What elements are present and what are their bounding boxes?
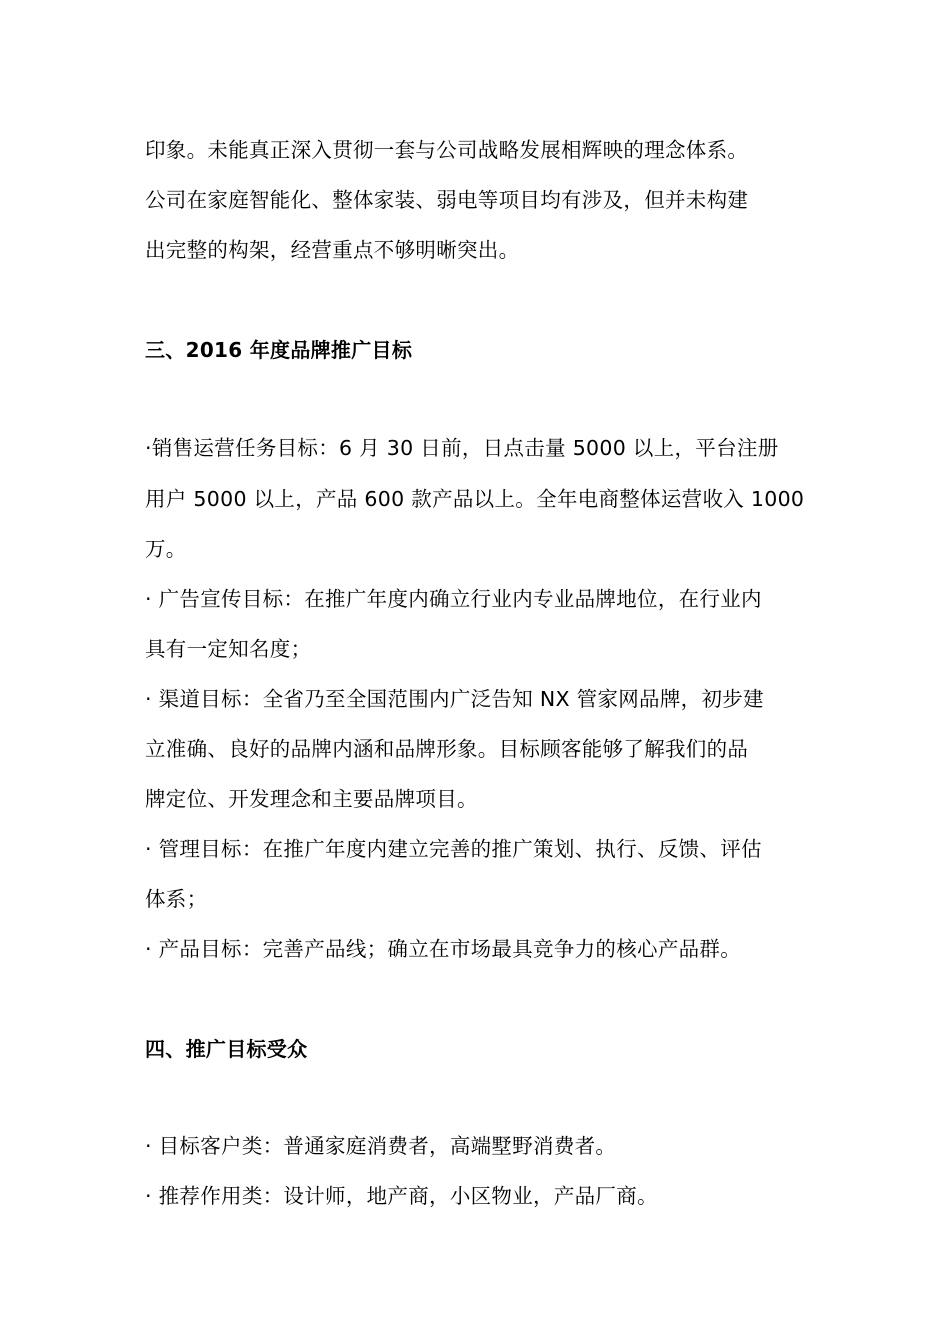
- list-item-line: 体系；: [145, 887, 208, 911]
- paragraph-line: 印象。未能真正深入贯彻一套与公司战略发展相辉映的理念体系。: [145, 138, 749, 162]
- list-item-line: · 广告宣传目标：在推广年度内确立行业内专业品牌地位，在行业内: [145, 587, 762, 611]
- list-item-line: 用户 5000 以上，产品 600 款产品以上。全年电商整体运营收入 1000: [145, 487, 805, 511]
- list-item-line: 具有一定知名度；: [145, 637, 312, 661]
- list-item-line: 牌定位、开发理念和主要品牌项目。: [145, 787, 478, 811]
- list-item-line: · 渠道目标：全省乃至全国范围内广泛告知 NX 管家网品牌，初步建: [145, 687, 764, 711]
- list-item-line: · 推荐作用类：设计师，地产商，小区物业，产品厂商。: [145, 1184, 658, 1208]
- section-heading-3: 三、2016 年度品牌推广目标: [145, 338, 413, 362]
- list-item-line: · 目标客户类：普通家庭消费者，高端墅野消费者。: [145, 1134, 617, 1158]
- list-item-line: ·销售运营任务目标：6 月 30 日前，日点击量 5000 以上，平台注册: [145, 436, 779, 460]
- list-item-line: · 管理目标：在推广年度内建立完善的推广策划、执行、反馈、评估: [145, 837, 762, 861]
- list-item-line: 万。: [145, 537, 187, 561]
- paragraph-line: 出完整的构架，经营重点不够明晰突出。: [145, 238, 520, 262]
- section-heading-4: 四、推广目标受众: [145, 1037, 308, 1061]
- paragraph-line: 公司在家庭智能化、整体家装、弱电等项目均有涉及，但并未构建: [145, 188, 749, 212]
- list-item-line: · 产品目标：完善产品线；确立在市场最具竞争力的核心产品群。: [145, 937, 742, 961]
- list-item-line: 立准确、良好的品牌内涵和品牌形象。目标顾客能够了解我们的品: [145, 737, 749, 761]
